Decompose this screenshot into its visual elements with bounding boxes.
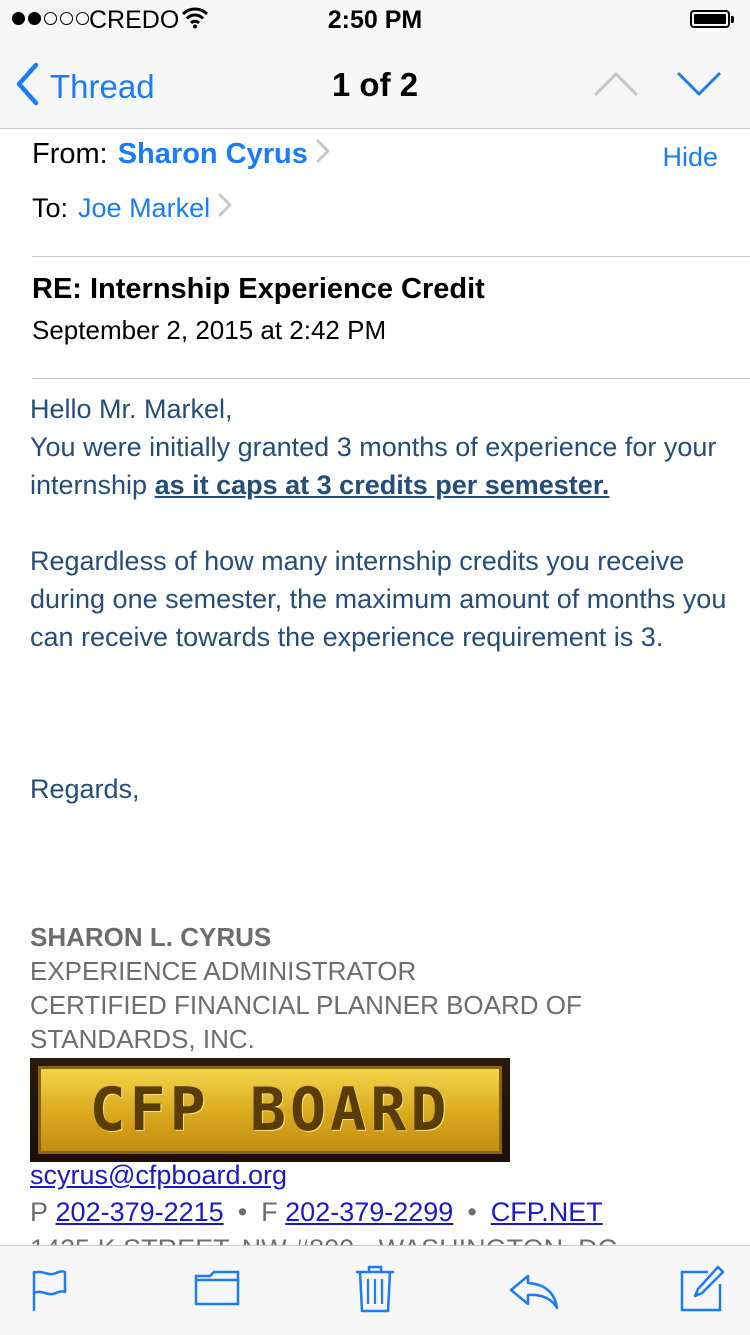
next-message-down-arrow-icon[interactable] (676, 70, 722, 103)
to-label: To: (32, 193, 69, 223)
credit-cap-link[interactable]: as it caps at 3 credits per semester. (154, 470, 610, 500)
carrier-name: CREDO (89, 6, 180, 34)
body-paragraph-2: Regardless of how many internship credits you receive during one semester, the maximum amount of months you can receive towards the experience requirement is 3. (30, 546, 727, 652)
phone-label: P (30, 1197, 49, 1227)
cfp-board-logo (30, 1058, 510, 1162)
signature-org-line1: CERTIFIED FINANCIAL PLANNER BOARD OF (30, 990, 582, 1020)
greeting: Hello Mr. Markel, (30, 394, 233, 424)
back-label: Thread (50, 67, 155, 105)
status-time: 2:50 PM (327, 6, 423, 34)
status-bar (0, 0, 750, 40)
navigation-bar (0, 40, 750, 129)
sender-name-link[interactable]: Sharon Cyrus (117, 138, 308, 170)
closing: Regards, (30, 774, 140, 804)
website-link[interactable]: CFP.NET (490, 1197, 603, 1227)
trash-icon[interactable] (355, 1264, 395, 1319)
email-signature (30, 920, 582, 1056)
from-row (32, 138, 330, 171)
signature-title: EXPERIENCE ADMINISTRATOR (30, 956, 417, 986)
signature-contact-line: P 202-379-2215 • F 202-379-2299 • CFP.NET (30, 1197, 603, 1227)
signature-email-link[interactable]: scyrus@cfpboard.org (30, 1160, 288, 1190)
reply-icon[interactable] (508, 1272, 560, 1315)
flag-icon[interactable] (30, 1268, 70, 1317)
compose-icon[interactable] (680, 1264, 726, 1317)
folder-icon[interactable] (194, 1268, 240, 1313)
previous-message-up-arrow-icon[interactable] (593, 70, 639, 103)
email-date: September 2, 2015 at 2:42 PM (32, 315, 387, 345)
email-subject: RE: Internship Experience Credit (32, 273, 485, 305)
chevron-right-icon[interactable] (218, 193, 232, 224)
email-body (30, 390, 730, 808)
battery-icon (690, 10, 730, 28)
divider (32, 378, 750, 379)
logo-text: CFP BOARD (89, 1075, 451, 1145)
bottom-toolbar (0, 1245, 750, 1335)
signature-name: SHARON L. CYRUS (30, 922, 272, 952)
signature-org-line2: STANDARDS, INC. (30, 1024, 255, 1054)
hide-details-button[interactable]: Hide (662, 142, 718, 172)
to-row (32, 193, 232, 224)
chevron-right-icon[interactable] (316, 138, 330, 171)
fax-label: F (261, 1197, 278, 1227)
back-button[interactable] (14, 62, 155, 111)
divider (32, 256, 750, 257)
chevron-left-icon (14, 62, 40, 111)
fax-link[interactable]: 202-379-2299 (285, 1197, 454, 1227)
body-paragraph-1: You were initially granted 3 months of experience for your internship as it caps at 3 credits per semester. (30, 432, 717, 500)
from-label: From: (32, 138, 108, 170)
phone-link[interactable]: 202-379-2215 (55, 1197, 224, 1227)
thread-position-title: 1 of 2 (331, 66, 419, 103)
recipient-name-link[interactable]: Joe Markel (78, 193, 211, 223)
